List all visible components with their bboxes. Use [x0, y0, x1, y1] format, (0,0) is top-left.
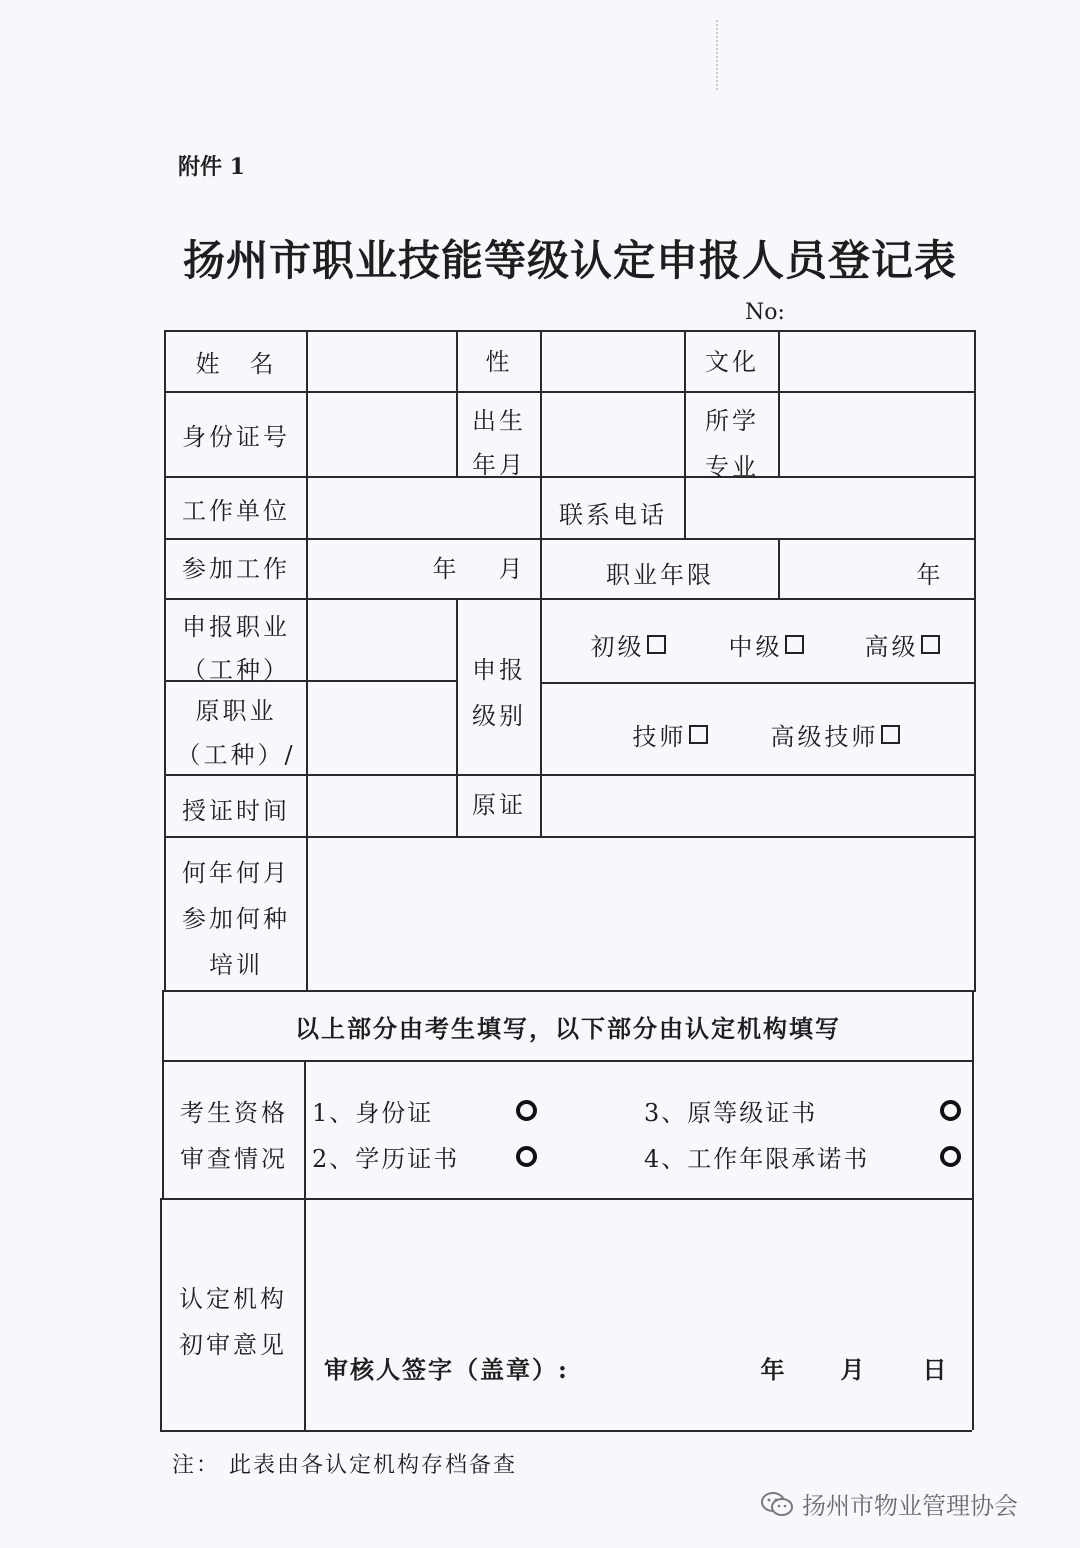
- work-start-label: 参加工作: [182, 554, 290, 583]
- phone-field[interactable]: [686, 478, 974, 538]
- major-label-line1: 所学: [705, 406, 759, 435]
- level-junior-option[interactable]: [582, 622, 674, 666]
- review-year-char: 年: [760, 1354, 788, 1384]
- name-label: 姓 名: [195, 350, 277, 378]
- checkbox-icon: [881, 725, 900, 744]
- apply-level-label-line1: 申报: [472, 655, 526, 684]
- phone-label: 联系电话: [559, 500, 667, 529]
- ring-check-icon: [516, 1146, 537, 1167]
- watermark-text: 扬州市物业管理协会: [802, 1492, 1018, 1520]
- reviewer-signature-label: 审核人签字（盖章）:: [324, 1354, 569, 1384]
- birth-date-field[interactable]: [542, 393, 684, 476]
- training-label-line2: 参加何种: [182, 904, 290, 933]
- orig-cert-label: 原证: [472, 790, 526, 819]
- doc-work-years-check[interactable]: [936, 1142, 964, 1170]
- ring-check-icon: [516, 1100, 537, 1121]
- review-label-line1: 认定机构: [179, 1284, 287, 1313]
- level-senior-text: 高级: [864, 632, 919, 661]
- training-label-line1: 何年何月: [182, 858, 290, 887]
- qualification-label-line2: 审查情况: [180, 1144, 288, 1173]
- education-label: 文化: [705, 347, 759, 376]
- doc-diploma-check[interactable]: [512, 1142, 540, 1170]
- gender-label: 性: [485, 347, 513, 376]
- review-day-char: 日: [922, 1354, 950, 1384]
- level-middle-text: 中级: [728, 632, 783, 661]
- level-junior-text: 初级: [590, 632, 645, 661]
- training-label-line3: 培训: [209, 950, 263, 979]
- apply-job-label-line1: 申报职业: [182, 612, 290, 641]
- doc-orig-cert-text: 3、原等级证书: [644, 1098, 818, 1127]
- attachment-label: 附件 1: [178, 154, 245, 180]
- doc-id-card-text: 1、身份证: [312, 1098, 434, 1127]
- review-month-char: 月: [840, 1354, 868, 1384]
- form-number-label: No:: [745, 300, 785, 325]
- id-number-label: 身份证号: [182, 423, 290, 451]
- reviewer-signature-field[interactable]: [600, 1346, 750, 1388]
- footer-note: 注： 此表由各认定机构存档备查: [172, 1453, 517, 1478]
- paper-fold-mark: [716, 20, 719, 90]
- wechat-watermark: [760, 1486, 1018, 1521]
- apply-job-field[interactable]: [308, 600, 456, 680]
- wechat-icon: [760, 1491, 794, 1517]
- doc-orig-cert-check[interactable]: [936, 1096, 964, 1124]
- section-divider-text: 以上部分由考生填写，以下部分由认定机构填写: [295, 1013, 841, 1043]
- ring-check-icon: [940, 1100, 961, 1121]
- level-senior-technician-text: 高级技师: [770, 722, 879, 751]
- orig-job-field[interactable]: [308, 682, 456, 774]
- review-opinion-field[interactable]: [306, 1200, 972, 1340]
- checkbox-icon: [647, 635, 666, 654]
- years-in-job-label: 职业年限: [606, 560, 714, 589]
- ring-check-icon: [940, 1146, 961, 1167]
- orig-job-label-line2: （工种）/: [176, 740, 296, 769]
- doc-id-card-check[interactable]: [512, 1096, 540, 1124]
- gender-field[interactable]: [542, 332, 684, 391]
- checkbox-icon: [921, 635, 940, 654]
- orig-job-label-line1: 原职业: [195, 696, 277, 725]
- id-number-field[interactable]: [306, 393, 456, 476]
- checkbox-icon: [689, 725, 708, 744]
- orig-cert-field[interactable]: [542, 776, 974, 836]
- work-start-year-char: 年: [432, 554, 460, 583]
- birth-label-line2: 年月: [472, 450, 526, 479]
- name-field[interactable]: [306, 332, 456, 391]
- employer-label: 工作单位: [182, 496, 290, 525]
- checkbox-icon: [785, 635, 804, 654]
- birth-label-line1: 出生: [472, 406, 526, 435]
- qualification-label-line1: 考生资格: [180, 1098, 288, 1127]
- cert-time-field[interactable]: [308, 776, 456, 836]
- doc-diploma-text: 2、学历证书: [312, 1144, 460, 1173]
- doc-work-years-text: 4、工作年限承诺书: [644, 1144, 870, 1173]
- employer-field[interactable]: [308, 478, 540, 538]
- major-field[interactable]: [780, 393, 974, 476]
- training-field[interactable]: [308, 838, 974, 990]
- major-label-line2: 专业: [705, 452, 759, 481]
- apply-level-label-line2: 级别: [472, 701, 526, 730]
- education-field[interactable]: [780, 332, 974, 391]
- level-technician-option[interactable]: [622, 712, 718, 756]
- cert-time-label: 授证时间: [182, 796, 290, 825]
- level-middle-option[interactable]: [720, 622, 812, 666]
- level-senior-technician-option[interactable]: [760, 712, 910, 756]
- level-technician-text: 技师: [632, 722, 687, 751]
- years-in-job-year-char: 年: [916, 560, 944, 589]
- form-title: 扬州市职业技能等级认定申报人员登记表: [182, 236, 957, 285]
- level-senior-option[interactable]: [856, 622, 948, 666]
- review-label-line2: 初审意见: [179, 1330, 287, 1359]
- apply-job-label-line2: （工种）: [182, 655, 290, 684]
- work-start-month-char: 月: [498, 554, 526, 583]
